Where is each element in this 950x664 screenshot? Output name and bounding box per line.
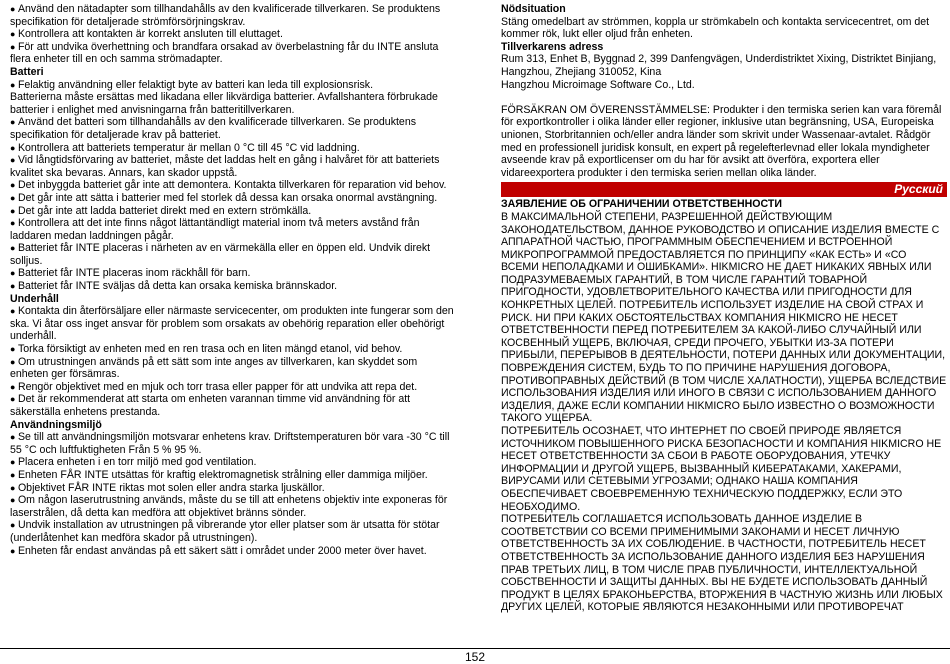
bullet-item: ● Använd det batteri som tillhandahålls av den kvalificerade tillverkaren. Se produktens specifikation för detaljerade krav på batteriet. — [10, 116, 454, 141]
paragraph: В МАКСИМАЛЬНОЙ СТЕПЕНИ, РАЗРЕШЕННОЙ ДЕЙСТВУЮЩИМ ЗАКОНОДАТЕЛЬСТВОМ, ДАННОЕ РУКОВОДСТВО И ОПИСАНИЕ ИЗДЕЛИЯ ВМЕСТЕ С АППАРАТНОЙ ЧАСТЬЮ, ПРОГРАММНЫМ ОБЕСПЕЧЕНИЕМ И ВСТРОЕННОЙ МИКРОПРОГРАММОЙ ПРЕДОСТАВЛЯЕТСЯ ПО ПРИНЦИПУ «КАК ЕСТЬ» И «СО ВСЕМИ НЕПОЛАДКАМИ И ОШИБКАМИ». HIKMICRO НЕ ДАЕТ НИКАКИХ ЯВНЫХ ИЛИ ПОДРАЗУМЕВАЕМЫХ ГАРАНТИЙ, В ТОМ ЧИСЛЕ ГАРАНТИЙ ТОВАРНОЙ ПРИГОДНОСТИ, УДОВЛЕТВОРИТЕЛЬНОГО КАЧЕСТВА ИЛИ ПРИГОДНОСТИ ДЛЯ КОНКРЕТНЫХ ЦЕЛЕЙ. ПОТРЕБИТЕЛЬ ИСПОЛЬЗУЕТ ИЗДЕЛИЕ НА СВОЙ СТРАХ И РИСК. НИ ПРИ КАКИХ ОБСТОЯТЕЛЬСТВАХ КОМПАНИЯ HIKMICRO НЕ НЕСЕТ ОТВЕТСТВЕННОСТИ ПЕРЕД ПОТРЕБИТЕЛЕМ ЗА КАКОЙ-ЛИБО СЛУЧАЙНЫЙ ИЛИ КОСВЕННЫЙ УЩЕРБ, ВКЛЮЧАЯ, СРЕДИ ПРОЧЕГО, УБЫТКИ ИЗ-ЗА ПОТЕРИ ПРИБЫЛИ, ПЕРЕРЫВОВ В ДЕЯТЕЛЬНОСТИ, ПОТЕРИ ДАННЫХ ИЛИ ДОКУМЕНТАЦИИ, ПОВРЕЖДЕНИЯ СИСТЕМ, БУДЬ ТО ПО ПРИЧИНЕ НАРУШЕНИЯ ДОГОВОРА, ПРОТИВОПРАВНЫХ ДЕЙСТВИЙ (В ТОМ ЧИСЛЕ ХАЛАТНОСТИ), УЩЕРБА ВСЛЕДСТВИЕ ИСПОЛЬЗОВАНИЯ ИЗДЕЛИЯ ИЛИ ИНОГО В СВЯЗИ С ИСПОЛЬЗОВАНИЕМ ДАННОГО ИЗДЕЛИЯ, ДАЖЕ ЕСЛИ КОМПАНИИ HIKMICRO БЫЛО ИЗВЕСТНО О ВОЗМОЖНОСТИ ТАКОГО УЩЕРБА. — [501, 210, 947, 425]
left-column — [10, 3, 454, 557]
paragraph: FÖRSÄKRAN OM ÖVERENSSTÄMMELSE: Produkter i den termiska serien kan vara föremål för exportkontroller i olika länder eller regioner, inklusive utan begränsning, USA, Europeiska unionen, Storbritannien och/eller andra länder som skrivit under Wassenaar-avtalet. Rådgör med en professionell juridisk konsult, en expert på regelefterlevnad eller lokala myndigheter avseende krav på exportlicenser om du har för avsikt att överföra, exportera eller vidareexportera produkter i den termiska serien mellan olika länder. — [501, 103, 942, 179]
bullet-item: ● Se till att användningsmiljön motsvarar enhetens krav. Driftstemperaturen bör vara -30 °C till 55 °C och luftfuktigheten Från 5 % 95 %. — [10, 431, 454, 456]
bullet-item: ● Undvik installation av utrustningen på vibrerande ytor eller platser som är utsatta för stötar (underlåtenhet kan medföra skador på utrustningen). — [10, 519, 454, 544]
paragraph: Batterierna måste ersättas med likadana eller likvärdiga batterier. Avfallshantera förbrukade batterier i enlighet med anvisningarna från batteritillverkaren. — [10, 91, 438, 116]
bullet-item: ● Batteriet får INTE placeras i närheten av en värmekälla eller en öppen eld. Undvik direkt solljus. — [10, 242, 454, 267]
language-label-bar — [501, 182, 947, 197]
section-heading: ЗАЯВЛЕНИЕ ОБ ОГРАНИЧЕНИИ ОТВЕТСТВЕННОСТИ — [501, 198, 782, 211]
bullet-item: ● För att undvika överhettning och brandfara orsakad av överbelastning får du INTE ansluta flera enheter till en och samma strömadapter. — [10, 41, 454, 66]
bullet-item: ● Rengör objektivet med en mjuk och torr trasa eller papper för att undvika att repa det. — [10, 381, 454, 394]
language-label: Русский — [894, 182, 943, 197]
bullet-item: ● Det går inte att sätta i batterier med fel storlek då dessa kan orsaka onormal avstängning. — [10, 192, 454, 205]
bullet-item: ● Batteriet får INTE placeras inom räckhåll för barn. — [10, 267, 454, 280]
paragraph: Rum 313, Enhet B, Byggnad 2, 399 Danfengvägen, Underdistriktet Xixing, Distriktet Binjiang, Hangzhou, Zhejiang 310052, Kina — [501, 53, 937, 78]
bullet-item: ● Placera enheten i en torr miljö med god ventilation. — [10, 456, 454, 469]
section-heading: Underhåll — [10, 292, 59, 305]
bullet-item: ● Det går inte att ladda batteriet direkt med en extern strömkälla. — [10, 205, 454, 218]
bullet-item: ● Om någon laserutrustning används, måste du se till att enhetens objektiv inte exponeras för laserstrålen, då detta kan medföra att objektivet bränns sönder. — [10, 494, 454, 519]
russian-section — [501, 198, 947, 614]
bullet-item: ● Om utrustningen används på ett sätt som inte anges av tillverkaren, kan skyddet som enheten ger försämras. — [10, 356, 454, 381]
bullet-item: ● Kontrollera att batteriets temperatur är mellan 0 °C till 45 °C vid laddning. — [10, 142, 454, 155]
bullet-item: ● Kontrollera att det inte finns något lättantändligt material inom två meters avstånd från laddaren medan laddningen pågår. — [10, 217, 454, 242]
section-heading: Batteri — [10, 65, 44, 78]
bullet-item: ● Använd den nätadapter som tillhandahålls av den kvalificerade tillverkaren. Se produktens specifikation för detaljerade strömförsörjningskrav. — [10, 3, 454, 28]
section-heading: Tillverkarens adress — [501, 40, 604, 53]
bullet-item: ● Kontakta din återförsäljare eller närmaste servicecenter, om produkten inte fungerar som den ska. Vi åtar oss inget ansvar för problem som orsakats av obehörig reparation eller obehörigt underhåll. — [10, 305, 454, 343]
paragraph: Hangzhou Microimage Software Co., Ltd. — [501, 78, 695, 91]
footer-divider — [0, 648, 950, 649]
bullet-item: ● Enheten FÅR INTE utsättas för kraftig elektromagnetisk strålning eller dammiga miljöer. — [10, 469, 454, 482]
bullet-item: ● Felaktig användning eller felaktigt byte av batteri kan leda till explosionsrisk. — [10, 79, 454, 92]
bullet-item: ● Vid långtidsförvaring av batteriet, måste det laddas helt en gång i halvåret för att batteriets kvalitet ska bevaras. Annars, kan skador uppstå. — [10, 154, 454, 179]
paragraph: Stäng omedelbart av strömmen, koppla ur strömkabeln och kontakta servicecentret, om det kommer rök, lukt eller oljud från enheten. — [501, 15, 930, 41]
bullet-item: ● Batteriet får INTE sväljas då detta kan orsaka kemiska brännskador. — [10, 280, 454, 293]
bullet-item: ● Objektivet FÅR INTE riktas mot solen eller andra starka ljuskällor. — [10, 482, 454, 495]
section-heading: Nödsituation — [501, 3, 566, 15]
bullet-item: ● Torka försiktigt av enheten med en ren trasa och en liten mängd etanol, vid behov. — [10, 343, 454, 356]
section-heading: Användningsmiljö — [10, 418, 102, 431]
right-column — [501, 3, 947, 614]
spacer — [501, 91, 947, 104]
bullet-item: ● Det inbyggda batteriet går inte att demontera. Kontakta tillverkaren för reparation vid behov. — [10, 179, 454, 192]
bullet-item: ● Enheten får endast användas på ett säkert sätt i området under 2000 meter över havet. — [10, 545, 454, 558]
paragraph: ПОТРЕБИТЕЛЬ ОСОЗНАЕТ, ЧТО ИНТЕРНЕТ ПО СВОЕЙ ПРИРОДЕ ЯВЛЯЕТСЯ ИСТОЧНИКОМ ПОВЫШЕННОГО РИСКА БЕЗОПАСНОСТИ И КОМПАНИЯ HIKMICRO НЕ НЕСЕТ ОТВЕТСТВЕННОСТИ ЗА СБОИ В РАБОТЕ ОБОРУДОВАНИЯ, УТЕЧКУ ИНФОРМАЦИИ И ДРУГОЙ УЩЕРБ, ВЫЗВАННЫЙ КИБЕРАТАКАМИ, ХАКЕРАМИ, ВИРУСАМИ ИЛИ СЕТЕВЫМИ УГРОЗАМИ; ОДНАКО НАША КОМПАНИЯ ОБЕСПЕЧИВАЕТ СВОЕВРЕМЕННУЮ ТЕХНИЧЕСКУЮ ПОДДЕРЖКУ, ЕСЛИ ЭТО НЕОБХОДИМО. — [501, 425, 942, 513]
swedish-section — [501, 3, 947, 179]
bullet-item: ● Kontrollera att kontakten är korrekt ansluten till eluttaget. — [10, 28, 454, 41]
paragraph: ПОТРЕБИТЕЛЬ СОГЛАШАЕТСЯ ИСПОЛЬЗОВАТЬ ДАННОЕ ИЗДЕЛИЕ В СООТВЕТСТВИИ СО ВСЕМИ ПРИМЕНИМЫМИ ЗАКОНАМИ И НЕСЕТ ЛИЧНУЮ ОТВЕТСТВЕННОСТЬ ЗА ИХ СОБЛЮДЕНИЕ. В ЧАСТНОСТИ, ПОТРЕБИТЕЛЬ НЕСЕТ ОТВЕТСТВЕННОСТЬ ЗА ИСПОЛЬЗОВАНИЕ ДАННОГО ИЗДЕЛИЯ БЕЗ НАРУШЕНИЯ ПРАВ ТРЕТЬИХ ЛИЦ, В ТОМ ЧИСЛЕ ПРАВ ПУБЛИЧНОСТИ, ИНТЕЛЛЕКТУАЛЬНОЙ СОБСТВЕННОСТИ И ЗАЩИТЫ ДАННЫХ. ВЫ НЕ БУДЕТЕ ИСПОЛЬЗОВАТЬ ДАННЫЙ ПРОДУКТ В ЦЕЛЯХ БРАКОНЬЕРСТВА, ВТОРЖЕНИЯ В ЧАСТНУЮ ЖИЗНЬ ИЛИ ЛЮБЫХ ДРУГИХ ЦЕЛЕЙ, КОТОРЫЕ ЯВЛЯЮТСЯ НЕЗАКОННЫМИ ИЛИ ПРОТИВОРЕЧАТ — [501, 513, 943, 614]
bullet-item: ● Det är rekommenderat att starta om enheten varannan timme vid användning för att säkerställa enhetens prestanda. — [10, 393, 454, 418]
page-number: 152 — [464, 650, 486, 664]
